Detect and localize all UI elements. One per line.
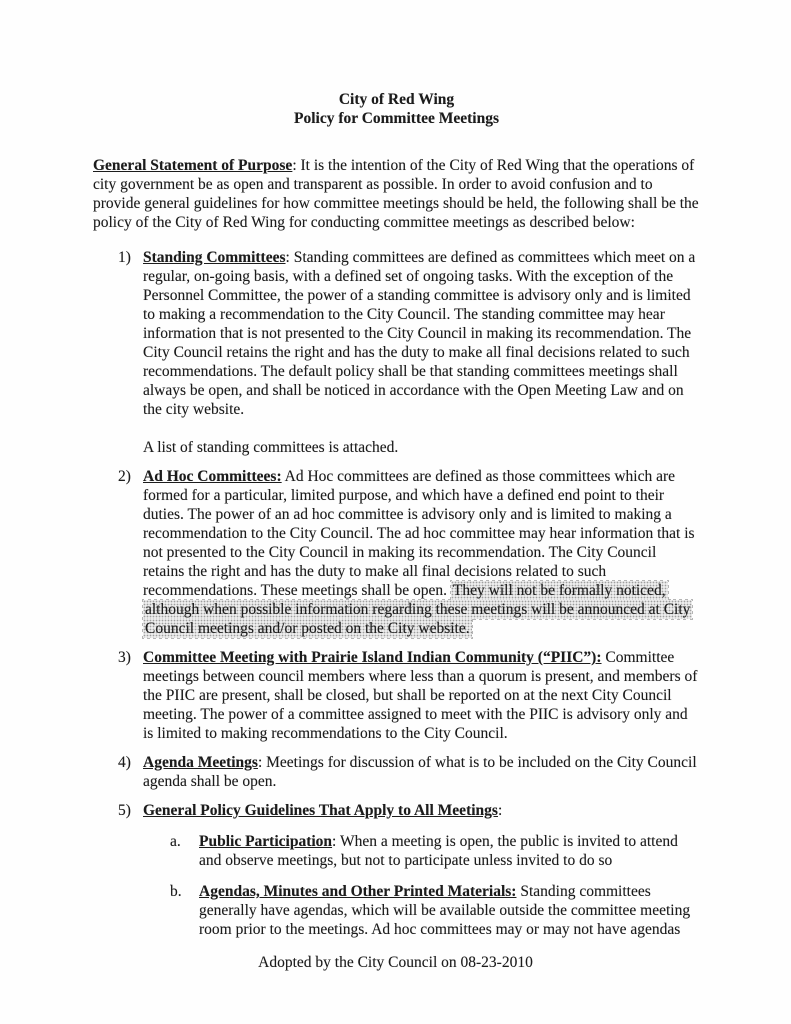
item-text: [143, 467, 700, 638]
item-heading: General Policy Guidelines That Apply to All Meetings: [143, 802, 498, 819]
adoption-footer: Adopted by the City Council on 08-23-2010: [258, 954, 533, 971]
item-body: Ad Hoc committees are defined as those committees which are formed for a particular, limited purpose, and which have a defined end point to their duties. The power of an ad hoc committee is advisory only and is limited to making a recommendation to the City Council. The ad hoc committee may hear information that is not presented to the City Council in making its recommendation. The City Council retains the right and has the duty to make all final decisions related to such recommendations. These meetings shall be open.: [143, 468, 695, 599]
item-number: 2): [118, 468, 131, 485]
policy-item-general-guidelines: [93, 801, 700, 939]
item-body: :: [497, 802, 503, 819]
item-body: : Standing committees are defined as committees which meet on a regular, on-going basis, with a defined set of ongoing tasks. With the exception of the Personnel Committee, the power of a standing committee is advisory only and is limited to making a recommendation to the City Council. The standing committee may hear information that is not presented to the City Council in making its recommendation. The City Council retains the right and has the duty to make all final decisions related to such recommendations. The default policy shall be that standing committees meetings shall always be open, and shall be noticed in accordance with the Open Meeting Law and on the city website.: [143, 249, 696, 418]
sub-item-heading: Public Participation: [199, 833, 333, 850]
document-header: [93, 90, 700, 128]
item-text: [143, 753, 700, 791]
intro-body: : It is the intention of the City of Red Wing that the operations of city government be as open and transparent as possible. In order to avoid confusion and to provide general guidelines for how committee meetings should be held, the following shall be the policy of the City of Red Wing for conducting committee meetings as described below:: [93, 157, 699, 231]
item-text: [143, 648, 700, 743]
item-heading: Agenda Meetings: [143, 754, 258, 771]
sub-item-body: : When a meeting is open, the public is invited to attend and observe meetings, but not to participate unless invited to do so: [199, 833, 678, 869]
policy-item-piic-meetings: [93, 648, 700, 743]
item-heading: Standing Committees: [143, 249, 286, 266]
sub-item-text: [199, 832, 700, 870]
item-body: : Meetings for discussion of what is to be included on the City Council agenda shall be open.: [143, 754, 697, 790]
item-heading: Committee Meeting with Prairie Island Indian Community (“PIIC”):: [143, 649, 602, 666]
document-subtitle: Policy for Committee Meetings: [293, 110, 499, 127]
item-heading: Ad Hoc Committees:: [143, 468, 282, 485]
sub-item-body: Standing committees generally have agendas, which will be available outside the committee meeting room prior to the meetings. Ad hoc committees may or may not have agendas: [199, 883, 691, 938]
item-number: 1): [118, 249, 131, 266]
sub-item-letter: b.: [170, 883, 182, 900]
item-number: 3): [118, 649, 131, 666]
item-body: Committee meetings between council members where less than a quorum is present, and members of the PIIC are present, shall be closed, but shall be reported on at the next City Council meeting. The power of a committee assigned to meet with the PIIC is advisory only and is limited to making recommendations to the City Council.: [143, 649, 698, 742]
highlighted-text: They will not be formally noticed, although when possible information regarding these meetings will be announced at City Council meetings and/or posted on the City website.: [145, 582, 691, 637]
sub-item-public-participation: [170, 832, 700, 870]
item-text: [143, 801, 700, 939]
sub-item-agendas-minutes-materials: [170, 882, 700, 939]
sub-item-text: [199, 882, 700, 939]
sub-item-heading: Agendas, Minutes and Other Printed Materials:: [199, 883, 517, 900]
policy-list: [93, 248, 700, 939]
intro-lead: General Statement of Purpose: [93, 157, 293, 174]
policy-item-agenda-meetings: [93, 753, 700, 791]
policy-item-ad-hoc-committees: [93, 467, 700, 638]
item-number: 4): [118, 754, 131, 771]
sub-item-letter: a.: [170, 833, 181, 850]
item-text: [143, 248, 700, 457]
item-number: 5): [118, 802, 131, 819]
policy-item-standing-committees: [93, 248, 700, 457]
standing-committees-note: A list of standing committees is attached.: [143, 439, 399, 456]
document-title: City of Red Wing: [338, 91, 455, 108]
intro-paragraph: [93, 156, 700, 232]
